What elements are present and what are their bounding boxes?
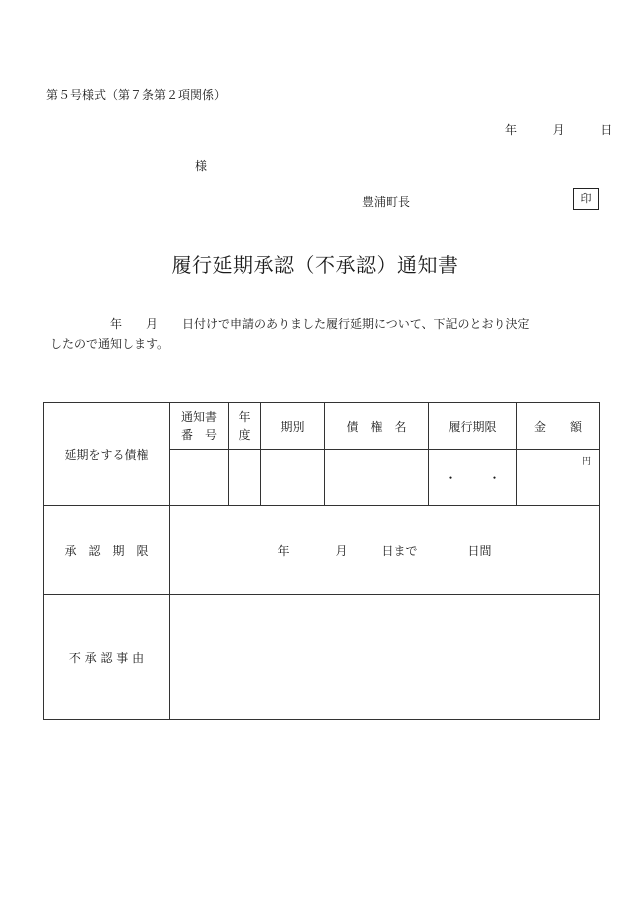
- body-line-1: [50, 314, 560, 334]
- cell-claim-name[interactable]: [325, 450, 429, 506]
- header-fiscal-year: 年 度: [229, 403, 261, 450]
- header-due-date: 履行期限: [429, 403, 517, 450]
- header-notice-number: 通知書 番 号: [170, 403, 229, 450]
- limit-until: 日まで: [381, 543, 418, 558]
- cell-amount[interactable]: [517, 450, 600, 506]
- header-period: 期別: [261, 403, 325, 450]
- date-year: 年: [505, 123, 518, 137]
- approval-limit-cell[interactable]: [170, 506, 600, 595]
- document-title: 履行延期承認（不承認）通知書: [171, 253, 459, 277]
- cell-due-date[interactable]: ・ ・: [429, 450, 517, 506]
- disapproval-reason-cell[interactable]: [170, 595, 600, 720]
- cell-notice-number[interactable]: [170, 450, 229, 506]
- header-amount: 金 額: [517, 403, 600, 450]
- issue-date: [505, 121, 612, 138]
- form-number: 第５号様式（第７条第２項関係）: [46, 88, 227, 102]
- body-year: 年: [110, 317, 123, 331]
- cell-fiscal-year[interactable]: [229, 450, 261, 506]
- reason-row-label: 不 承 認 事 由: [44, 595, 170, 720]
- limit-days: 日間: [467, 543, 492, 558]
- body-line-2: したので通知します。: [50, 337, 170, 351]
- cell-period[interactable]: [261, 450, 325, 506]
- seal-box: 印: [573, 188, 599, 210]
- limit-month: 月: [335, 543, 348, 558]
- decision-table: [43, 402, 600, 720]
- limit-row-label: 承 認 期 限: [44, 506, 170, 595]
- date-month: 月: [552, 123, 565, 137]
- addressee-suffix: 様: [195, 159, 208, 173]
- issuer-name: 豊浦町長: [362, 195, 411, 209]
- yen-unit: 円: [581, 457, 591, 467]
- header-claim-name: 債 権 名: [325, 403, 429, 450]
- body-text: [50, 314, 560, 354]
- claim-row-label: 延期をする債権: [44, 403, 170, 506]
- date-day: 日: [600, 123, 613, 137]
- limit-year: 年: [277, 543, 290, 558]
- body-line-1-rest: 日付けで申請のありました履行延期について、下記のとおり決定: [182, 317, 530, 331]
- body-month: 月: [146, 317, 159, 331]
